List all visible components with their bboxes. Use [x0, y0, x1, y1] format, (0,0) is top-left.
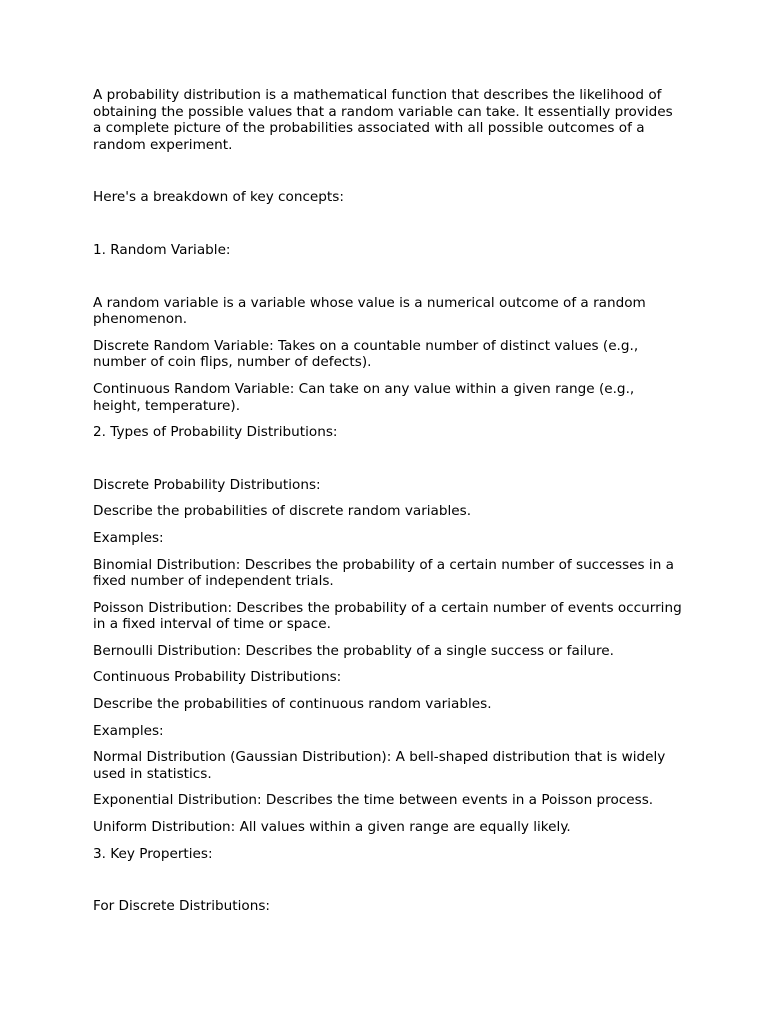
- binomial-distribution: Binomial Distribution: Describes the probability of a certain number of successes in a fixed number of independent trials.: [93, 556, 674, 590]
- intro-paragraph: A probability distribution is a mathematical function that describes the likelihood of obtaining the possible values that a random variable can take. It essentially provides a complete picture of the probabilities associated with all possible outcomes of a random experiment.: [93, 87, 673, 153]
- uniform-distribution: Uniform Distribution: All values within a given range are equally likely.: [93, 819, 571, 836]
- section-heading-key-properties: 3. Key Properties:: [93, 845, 213, 862]
- section-heading-types: 2. Types of Probability Distributions:: [93, 424, 338, 441]
- discrete-distributions-properties-heading: For Discrete Distributions:: [93, 898, 270, 915]
- section-heading-random-variable: 1. Random Variable:: [93, 241, 231, 258]
- exponential-distribution: Exponential Distribution: Describes the time between events in a Poisson process.: [93, 792, 654, 809]
- discrete-distributions-heading: Discrete Probability Distributions:: [93, 476, 321, 493]
- continuous-examples-label: Examples:: [93, 722, 164, 739]
- document-body: [93, 87, 683, 915]
- continuous-distributions-description: Describe the probabilities of continuous random variables.: [93, 696, 492, 713]
- discrete-random-variable: Discrete Random Variable: Takes on a countable number of distinct values (e.g., number of coin flips, number of defects).: [93, 337, 639, 371]
- discrete-distributions-description: Describe the probabilities of discrete random variables.: [93, 503, 472, 520]
- continuous-distributions-heading: Continuous Probability Distributions:: [93, 669, 342, 686]
- random-variable-definition: A random variable is a variable whose value is a numerical outcome of a random phenomenon.: [93, 294, 646, 328]
- discrete-examples-label: Examples:: [93, 529, 164, 546]
- bernoulli-distribution: Bernoulli Distribution: Describes the probablity of a single success or failure.: [93, 642, 614, 659]
- breakdown-intro: Here's a breakdown of key concepts:: [93, 189, 344, 206]
- continuous-random-variable: Continuous Random Variable: Can take on any value within a given range (e.g., height, temperature).: [93, 380, 635, 414]
- poisson-distribution: Poisson Distribution: Describes the probability of a certain number of events occurring in a fixed interval of time or space.: [93, 599, 682, 633]
- normal-distribution: Normal Distribution (Gaussian Distribution): A bell-shaped distribution that is widely used in statistics.: [93, 749, 666, 782]
